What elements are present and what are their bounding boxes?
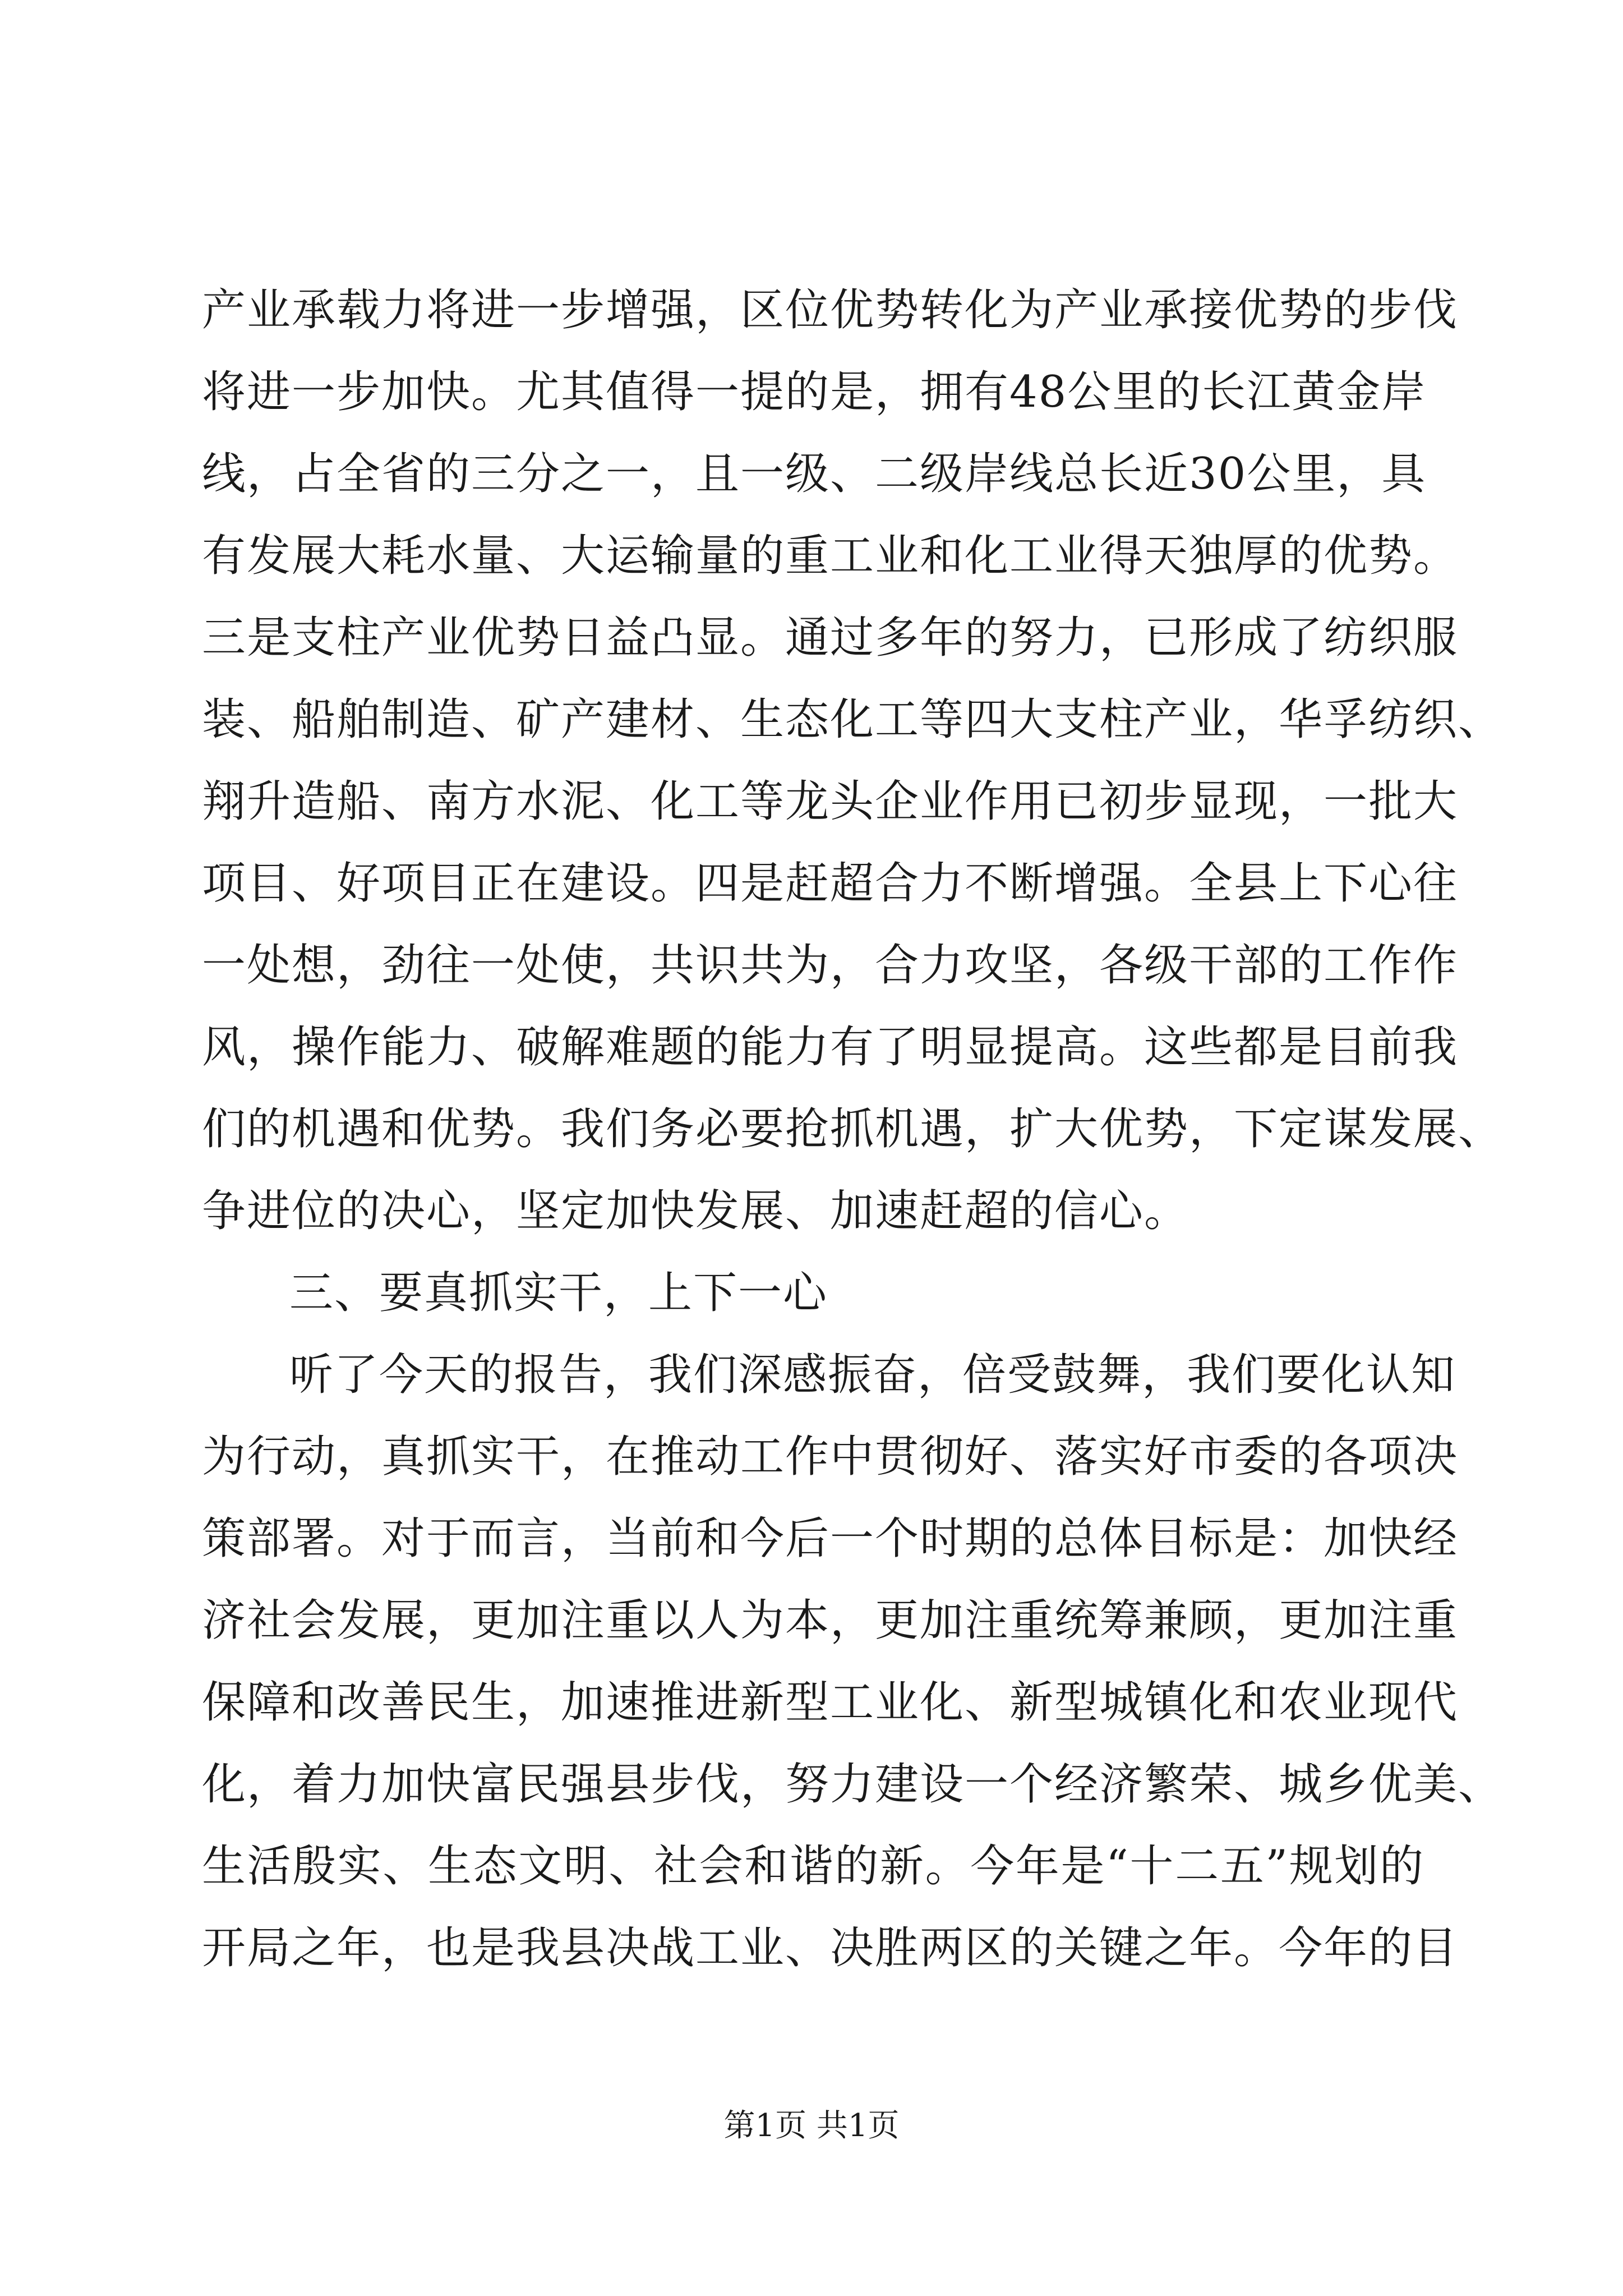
text-line: 保障和改善民生，加速推进新型工业化、新型城镇化和农业现代 [202,1677,1459,1728]
text-line: 一处想，劲往一处使，共识共为，合力攻坚，各级干部的工作作 [202,940,1459,991]
text-line: 将进一步加快。尤其值得一提的是，拥有48公里的长江黄金岸 [202,367,1427,417]
text-line: 产业承载力将进一步增强，区位优势转化为产业承接优势的步伐 [202,285,1459,335]
body-text [202,269,1504,1989]
text-line: 为行动，真抓实干，在推动工作中贯彻好、落实好市委的各项决 [202,1432,1459,1482]
text-line: 济社会发展，更加注重以人为本，更加注重统筹兼顾，更加注重 [202,1595,1459,1646]
section-heading: 三、要真抓实干，上下一心 [289,1268,828,1318]
text-line: 装、船舶制造、矿产建材、生态化工等四大支柱产业，华孚纺织、 [202,694,1504,745]
text-line: 线，占全省的三分之一，且一级、二级岸线总长近30公里，具 [202,449,1427,499]
text-line: 项目、好项目正在建设。四是赶超合力不断增强。全县上下心往 [202,858,1459,909]
text-line: 开局之年，也是我县决战工业、决胜两区的关键之年。今年的目 [202,1923,1459,1973]
text-line: 们的机遇和优势。我们务必要抢抓机遇，扩大优势，下定谋发展、 [202,1104,1504,1154]
text-line: 策部署。对于而言，当前和今后一个时期的总体目标是：加快经 [202,1513,1459,1564]
text-line: 有发展大耗水量、大运输量的重工业和化工业得天独厚的优势。 [202,531,1459,581]
text-line: 翔升造船、南方水泥、化工等龙头企业作用已初步显现，一批大 [202,776,1459,827]
text-line: 听了今天的报告，我们深感振奋，倍受鼓舞，我们要化认知 [289,1350,1456,1400]
page-footer: 第1页 共1页 [723,2108,900,2144]
text-line: 风，操作能力、破解难题的能力有了明显提高。这些都是目前我 [202,1022,1459,1073]
text-line: 化，着力加快富民强县步伐，努力建设一个经济繁荣、城乡优美、 [202,1759,1504,1810]
text-line: 三是支柱产业优势日益凸显。通过多年的努力，已形成了纺织服 [202,613,1459,663]
text-line: 生活殷实、生态文明、社会和谐的新。今年是“十二五”规划的 [202,1841,1424,1892]
text-line: 争进位的决心，坚定加快发展、加速赶超的信心。 [202,1186,1189,1236]
